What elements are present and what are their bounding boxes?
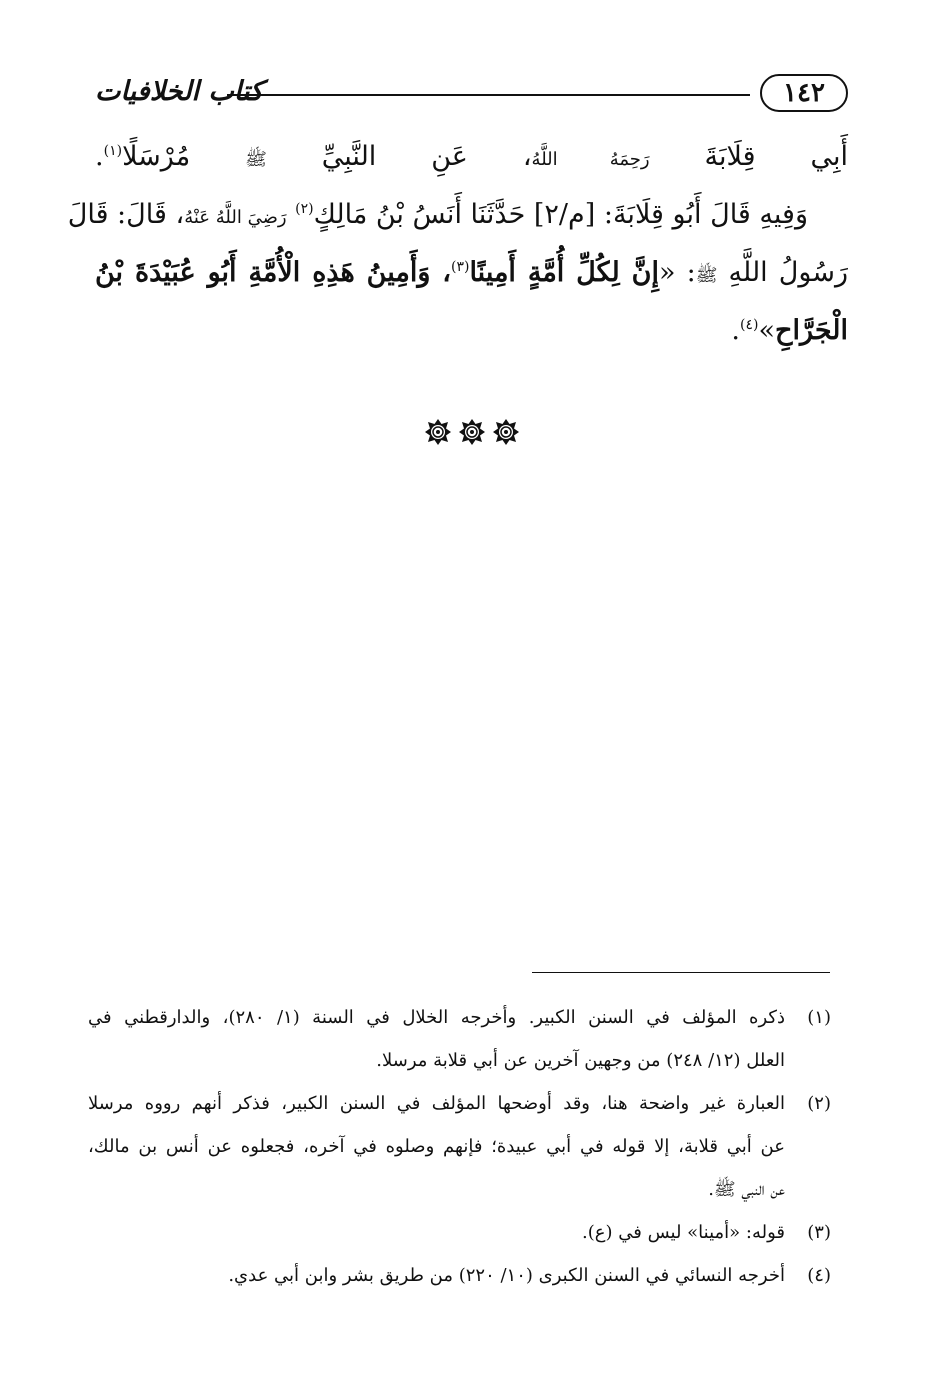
honorific-salla-allahu: ﷺ <box>695 265 718 286</box>
text-line <box>95 244 848 302</box>
star-flower-ornament-icon <box>458 418 486 446</box>
footnote-body <box>88 1082 785 1211</box>
footnote-line: قوله: «أمينا» ليس في (ع). <box>582 1222 785 1243</box>
text-run: ، قَالَ: قَالَ <box>67 199 185 230</box>
text-run: » <box>758 315 776 346</box>
text-run: : « <box>659 257 696 288</box>
footnote-line: عن النبي ﷺ. <box>708 1179 785 1200</box>
footnote-line: أخرجه النسائي في السنن الكبرى (١٠/ ٢٢٠) من طريق بشر وابن أبي عدي. <box>228 1265 785 1286</box>
star-flower-ornament-icon <box>424 418 452 446</box>
text-run <box>287 199 296 230</box>
text-run: أَبِي قِلَابَةَ <box>649 141 848 172</box>
honorific-rahimahullah: رَحِمَهُ اللَّهُ <box>531 149 650 170</box>
footnote-body <box>88 1254 785 1297</box>
footnote <box>88 1254 831 1297</box>
text-run: . <box>731 315 741 346</box>
hadith-text: إِنَّ لِكُلِّ أُمَّةٍ أَمِينًا <box>469 257 659 288</box>
text-line <box>95 302 848 360</box>
footnote <box>88 996 831 1082</box>
footnote-ref[interactable]: (٤) <box>740 317 759 333</box>
footnote-ref[interactable]: (١) <box>103 143 123 159</box>
hadith-text: ، وَأَمِينُ هَذِهِ الْأُمَّةِ أَبُو عُبَيْدَةَ بْنُ <box>95 257 451 288</box>
footnote-line: ذكره المؤلف في السنن الكبير. وأخرجه الخلال في السنة (١/ ٢٨٠)، والدارقطني في <box>88 1007 785 1028</box>
footnote-line: عن أبي قلابة، إلا قوله في أبي عبيدة؛ فإنهم وصلوه في آخره، فجعلوه عن أنس بن مالك، <box>88 1136 785 1157</box>
section-divider <box>0 418 943 446</box>
hadith-text: الْجَرَّاحِ <box>775 315 848 346</box>
footnote-line: العبارة غير واضحة هنا، وقد أوضحها المؤلف في السنن الكبير، فذكر أنهم رووه مرسلا <box>88 1093 785 1114</box>
text-run: مُرْسَلًا <box>122 141 246 172</box>
main-text <box>67 128 848 360</box>
footnote-line: العلل (١٢/ ٢٤٨) من وجهين آخرين عن أبي قلابة مرسلا. <box>376 1050 785 1071</box>
running-header <box>95 72 848 120</box>
star-flower-ornament-icon <box>492 418 520 446</box>
footnote-number: (٤) <box>807 1265 831 1286</box>
footnote <box>88 1211 831 1254</box>
footnote-separator <box>532 972 830 973</box>
honorific-radiyallahu: رَضِيَ اللَّهُ عَنْهُ <box>184 207 287 228</box>
footnote-body <box>88 1211 785 1254</box>
footnote-ref[interactable]: (٢) <box>295 201 314 217</box>
footnote-body <box>88 996 785 1082</box>
header-rule <box>227 94 750 96</box>
text-run: ، عَنِ النَّبِيِّ <box>266 141 532 172</box>
text-line <box>95 128 848 186</box>
footnote-number: (١) <box>807 1007 831 1028</box>
page-number: ١٤٢ <box>760 74 848 112</box>
text-line <box>67 186 848 244</box>
footnotes <box>88 996 831 1297</box>
footnote-ref[interactable]: (٣) <box>450 259 470 275</box>
text-run: وَفِيهِ قَالَ أَبُو قِلَابَةَ: [م/٢] حَدَّثَنَا أَنَسُ بْنُ مَالِكٍ <box>313 199 808 230</box>
footnote-number: (٣) <box>807 1222 831 1243</box>
text-run: رَسُولُ اللَّهِ <box>717 257 848 288</box>
footnote-number: (٢) <box>807 1093 831 1114</box>
honorific-salla-allahu: ﷺ <box>245 149 267 170</box>
text-run: . <box>95 141 104 172</box>
book-title: كتاب الخلافيات <box>95 76 264 107</box>
footnote <box>88 1082 831 1211</box>
